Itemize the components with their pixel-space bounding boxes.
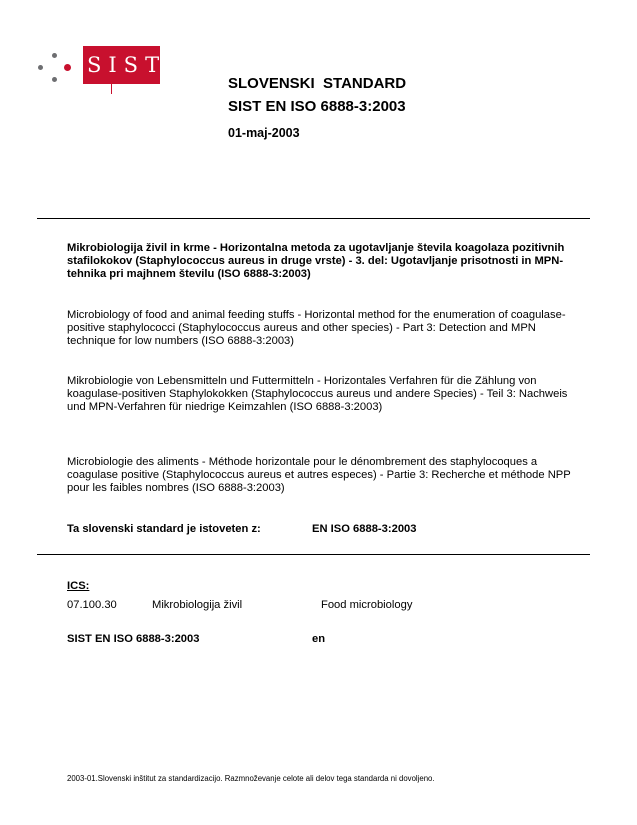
- logo-text: SIST: [87, 53, 167, 77]
- ics-slovenian: Mikrobiologija živil: [152, 599, 243, 611]
- logo-dot-gray-top: [52, 53, 57, 58]
- title-english: Microbiology of food and animal feeding stuffs - Horizontal method for the enumeration of coagulase-positive staphylococci (Staphylococcus aureus and other species) - Part 3: Detection and MPN technique for low numbers (ISO 6888-3:2003): [67, 309, 566, 348]
- standard-code: SIST EN ISO 6888-3:2003: [228, 98, 406, 115]
- top-divider: [37, 218, 590, 219]
- bottom-standard-code: SIST EN ISO 6888-3:2003: [67, 633, 200, 645]
- logo-underline: [111, 84, 112, 94]
- title-french: Microbiologie des aliments - Méthode horizontale pour le dénombrement des staphylocoques a coagulase positive (Staphylococcus aureus et autres especes) - Partie 3: Recherche et méthode NPP pour les faibles nombres (ISO 6888-3:2003): [67, 456, 571, 495]
- ics-code: 07.100.30: [67, 599, 117, 611]
- title-german: Mikrobiologie von Lebensmitteln und Futtermitteln - Horizontales Verfahren für die Zählung von koagulase-positiven Staphylokokken (Staphylococcus aureus und andere Species) - Teil 3: Nachweis und MPN-Verfahren für niedrige Keimzahlen (ISO 6888-3:2003): [67, 375, 568, 414]
- publication-date: 01-maj-2003: [228, 126, 300, 140]
- bottom-language: en: [312, 633, 326, 645]
- logo-dots: [36, 53, 82, 85]
- identical-label: Ta slovenski standard je istoveten z:: [67, 523, 261, 535]
- ics-english: Food microbiology: [321, 599, 413, 611]
- standard-label: SLOVENSKI STANDARD: [228, 75, 407, 92]
- logo-dot-red: [64, 64, 71, 71]
- bottom-divider: [37, 554, 590, 555]
- identical-value: EN ISO 6888-3:2003: [312, 523, 417, 535]
- logo-dot-gray-left: [38, 65, 43, 70]
- footer-copyright: 2003-01.Slovenski inštitut za standardizacijo. Razmnoževanje celote ali delov tega standarda ni dovoljeno.: [67, 774, 435, 783]
- ics-heading: ICS:: [67, 580, 90, 592]
- logo-dot-gray-bottom: [52, 77, 57, 82]
- title-slovenian: Mikrobiologija živil in krme - Horizontalna metoda za ugotavljanje števila koagolaza pozitivnih stafilokokov (Staphylococcus aureus in druge vrste) - 3. del: Ugotavljanje prisotnosti in MPN-tehnika pri majhnem številu (ISO 6888-3:2003): [67, 242, 565, 281]
